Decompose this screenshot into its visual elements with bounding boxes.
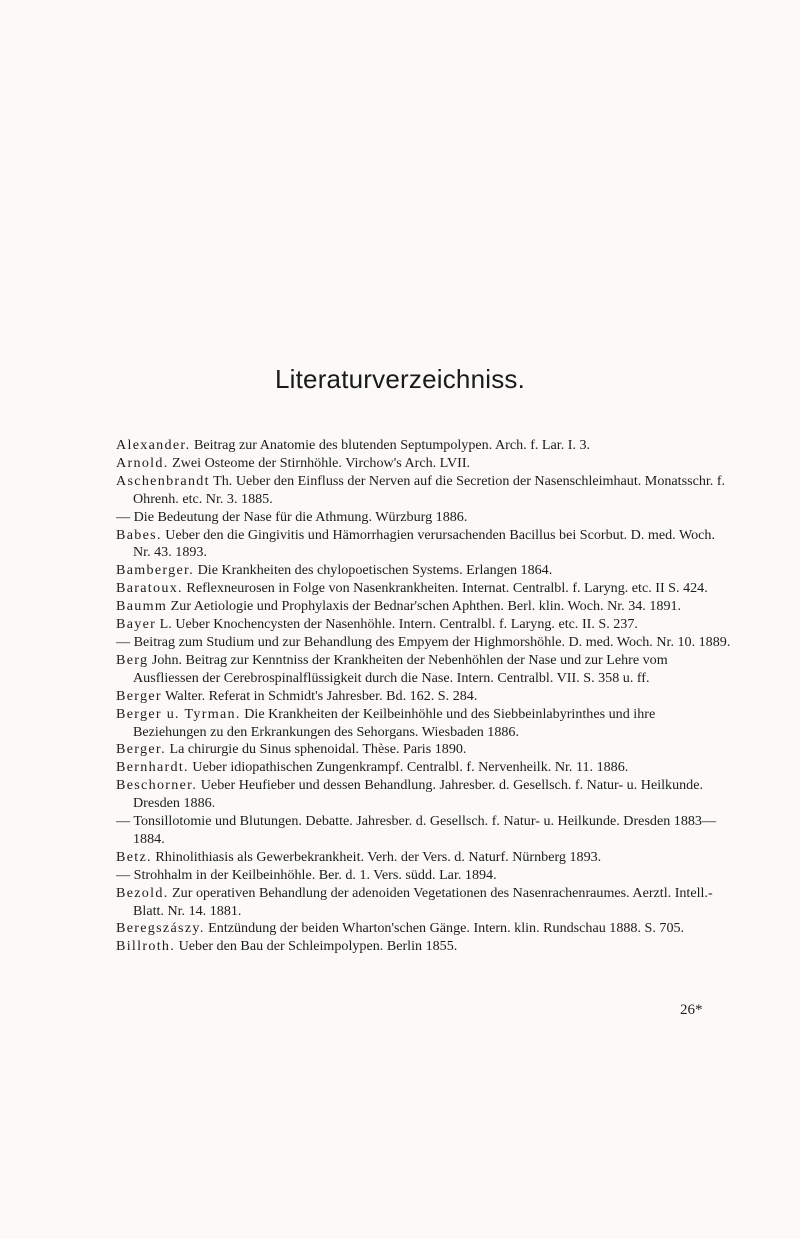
entry-text: Zur Aetiologie und Prophylaxis der Bednar'schen Aphthen. Berl. klin. Woch. Nr. 34. 1891. (167, 598, 682, 615)
entry-text: Reflexneurosen in Folge von Nasenkrankheiten. Internat. Centralbl. f. Laryng. etc. II S. 424. (182, 580, 708, 597)
bibliography-entry (116, 688, 731, 706)
entry-text: — Tonsillotomie und Blutungen. Debatte. Jahresber. d. Gesellsch. f. Natur- u. Heilkunde. Dresden 1883—1884. (116, 813, 717, 847)
entry-text: Ueber idiopathischen Zungenkrampf. Centralbl. f. Nervenheilk. Nr. 11. 1886. (188, 759, 629, 776)
entry-author: Bamberger. (116, 562, 195, 579)
bibliography-entry (116, 455, 731, 473)
entry-text: Zwei Osteome der Stirnhöhle. Virchow's Arch. LVII. (168, 454, 471, 471)
bibliography-entry (116, 598, 731, 616)
entry-text: Ueber den die Gingivitis und Hämorrhagien verursachenden Bacillus bei Scorbut. D. med. Woch. Nr. 43. 1893. (133, 526, 715, 561)
entry-text: Beitrag zur Anatomie des blutenden Septumpolypen. Arch. f. Lar. I. 3. (190, 437, 591, 453)
entry-text: Die Krankheiten der Keilbeinhöhle und des Siebbeinlabyrinthes und ihre Beziehungen zu den Erkrankungen des Sehorgans. Wiesbaden 1886. (133, 705, 656, 740)
entry-author: Berger u. Tyrman. (116, 705, 241, 722)
bibliography-entry (116, 652, 731, 688)
bibliography-entry (116, 813, 731, 849)
entry-author: Baumm (116, 598, 168, 615)
entry-text: — Beitrag zum Studium und zur Behandlung des Empyem der Highmorshöhle. D. med. Woch. Nr. 10. 1889. (116, 633, 731, 650)
bibliography-entry (116, 616, 731, 634)
entry-author: Aschenbrandt (116, 472, 210, 489)
entry-author: Bayer (116, 616, 157, 633)
entry-author: Beschorner. (116, 777, 198, 794)
entry-author: Arnold. (116, 454, 169, 471)
bibliography-entry (116, 437, 731, 455)
bibliography-entry (116, 777, 731, 813)
bibliography-list (116, 437, 731, 956)
entry-text: Ueber den Bau der Schleimpolypen. Berlin 1855. (175, 938, 458, 955)
bibliography-entry (116, 741, 731, 759)
entry-author: Betz. (116, 848, 152, 865)
entry-text: Walter. Referat in Schmidt's Jahresber. Bd. 162. S. 284. (161, 687, 478, 704)
bibliography-entry (116, 849, 731, 867)
entry-text: Ueber Heufieber und dessen Behandlung. Jahresber. d. Gesellsch. f. Natur- u. Heilkunde. Dresden 1886. (133, 777, 703, 812)
bibliography-entry (116, 580, 731, 598)
entry-author: Berger (116, 687, 162, 704)
entry-text: Rhinolithiasis als Gewerbekrankheit. Verh. der Vers. d. Naturf. Nürnberg 1893. (151, 848, 602, 865)
bibliography-entry (116, 759, 731, 777)
entry-text: Die Krankheiten des chylopoetischen Systems. Erlangen 1864. (194, 562, 553, 579)
page-title: Literaturverzeichniss. (274, 364, 526, 394)
bibliography-entry (116, 527, 731, 563)
entry-author: Berger. (116, 741, 166, 758)
bibliography-entry (116, 885, 731, 921)
bibliography-entry (116, 706, 731, 742)
entry-text: — Strohhalm in der Keilbeinhöhle. Ber. d. 1. Vers. südd. Lar. 1894. (116, 866, 497, 883)
bibliography-entry (116, 562, 731, 580)
entry-author: Alexander. (116, 437, 191, 453)
entry-author: Baratoux. (116, 580, 183, 597)
entry-text: La chirurgie du Sinus sphenoidal. Thèse. Paris 1890. (165, 741, 467, 758)
entry-text: Zur operativen Behandlung der adenoiden Vegetationen des Nasenrachenraumes. Aerztl. Intell.-Blatt. Nr. 14. 1881. (133, 884, 713, 919)
entry-text: — Die Bedeutung der Nase für die Athmung. Würzburg 1886. (116, 508, 468, 525)
entry-text: John. Beitrag zur Kenntniss der Krankheiten der Nebenhöhlen der Nase und zur Lehre vom Ausfliessen der Cerebrospinalflüssigkeit durch die Nase. Intern. Centralbl. VII. S. 358 u. ff. (133, 651, 668, 686)
bibliography-entry (116, 473, 731, 509)
bibliography-entry (116, 867, 731, 885)
entry-author: Babes. (116, 526, 162, 543)
entry-text: Th. Ueber den Einfluss der Nerven auf die Secretion der Nasenschleimhaut. Monatsschr. f. Ohrenh. etc. Nr. 3. 1885. (133, 472, 726, 507)
entry-text: Entzündung der beiden Wharton'schen Gänge. Intern. klin. Rundschau 1888. S. 705. (204, 920, 685, 937)
entry-author: Bezold. (116, 884, 169, 901)
entry-author: Beregszászy. (116, 920, 205, 937)
bibliography-entry (116, 509, 731, 527)
entry-author: Billroth. (116, 938, 176, 955)
bibliography-entry (116, 920, 731, 938)
entry-text: L. Ueber Knochencysten der Nasenhöhle. Intern. Centralbl. f. Laryng. etc. II. S. 237. (156, 616, 638, 633)
bibliography-entry (116, 938, 731, 956)
entry-author: Berg (116, 651, 149, 668)
entry-author: Bernhardt. (116, 759, 189, 776)
page-number: 26* (680, 1002, 703, 1018)
bibliography-entry (116, 634, 731, 652)
